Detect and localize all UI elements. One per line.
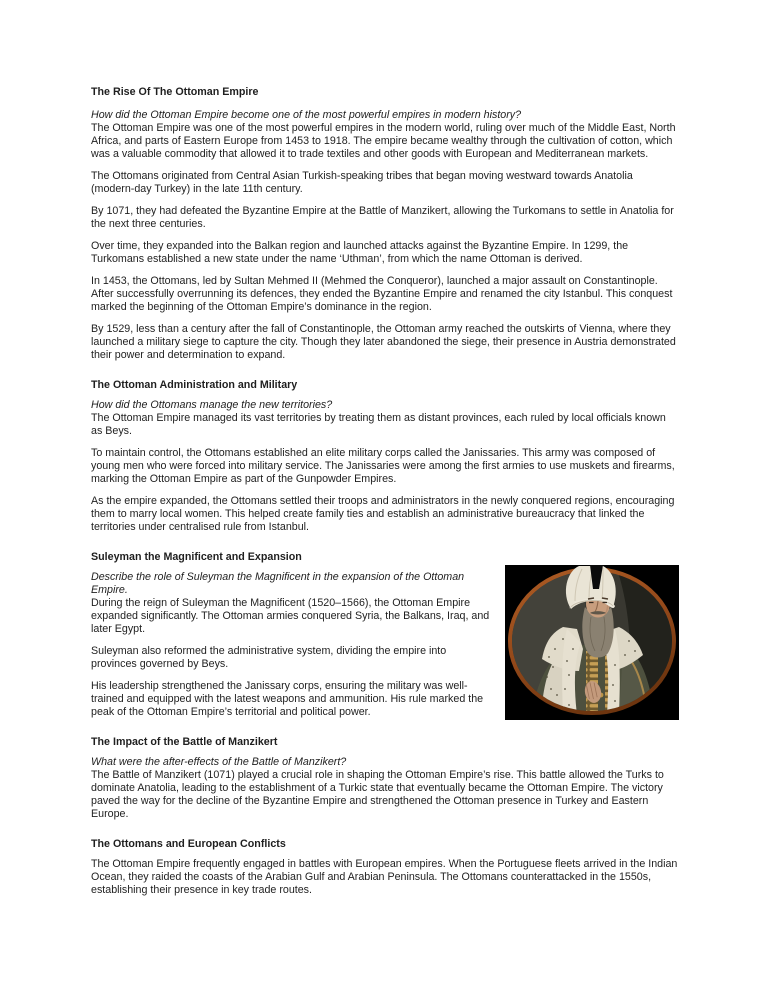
section-title: The Rise Of The Ottoman Empire xyxy=(91,86,259,98)
paragraph: The Ottoman Empire frequently engaged in battles with European empires. When the Portuguese fleets arrived in the Indian Ocean, they raided the coasts of the Arabian Gulf and Arabian Peninsula. The Ottomans counterattacked in the 1550s, establishing their presence in key trade routes. xyxy=(91,858,678,896)
section-question: How did the Ottomans manage the new territories? xyxy=(91,399,333,411)
section-suleyman-magnificent-expansion xyxy=(91,551,679,719)
section-title: The Ottoman Administration and Military xyxy=(91,379,298,391)
paragraph: In 1453, the Ottomans, led by Sultan Mehmed II (Mehmed the Conqueror), launched a major assault on Constantinople. After successfully overrunning its defences, they ended the Byzantine Empire and renamed the city Istanbul. This conquest marked the beginning of the Ottoman Empire’s dominance in the region. xyxy=(91,275,673,313)
paragraph: As the empire expanded, the Ottomans settled their troops and administrators in the newly conquered regions, encouraging them to marry local women. This helped create family ties and establish an administrative bureaucracy that linked the territories under centralised rule from Istanbul. xyxy=(91,495,675,533)
paragraph: The Battle of Manzikert (1071) played a crucial role in shaping the Ottoman Empire’s rise. This battle allowed the Turks to dominate Anatolia, leading to the establishment of a Turkic state that eventually became the Ottoman Empire. The victory paved the way for the decline of the Byzantine Empire and strengthened the Ottoman presence in Turkey and Eastern Europe. xyxy=(91,769,664,820)
section-title: The Impact of the Battle of Manzikert xyxy=(91,736,278,748)
paragraph: The Ottoman Empire managed its vast territories by treating them as distant provinces, each ruled by local officials known as Beys. xyxy=(91,412,666,437)
paragraph: To maintain control, the Ottomans established an elite military corps called the Janissaries. This army was composed of young men who were forced into military service. The Janissaries were among the first armies to use muskets and firearms, marking the Ottoman Empire as part of the Gunpowder Empires. xyxy=(91,447,675,485)
paragraph: The Ottoman Empire was one of the most powerful empires in the modern world, ruling over much of the Middle East, North Africa, and parts of Eastern Europe from 1453 to 1918. The empire became wealthy through the cultivation of cotton, which was a valuable commodity that allowed it to trade textiles and other goods with European and Mediterranean markets. xyxy=(91,122,676,160)
paragraph: During the reign of Suleyman the Magnificent (1520–1566), the Ottoman Empire expanded significantly. The Ottoman armies conquered Syria, the Balkans, Iraq, and later Egypt. xyxy=(91,597,490,635)
paragraph: The Ottomans originated from Central Asian Turkish-speaking tribes that began moving westward towards Anatolia (modern-day Turkey) in the late 11th century. xyxy=(91,170,633,195)
section-question: What were the after-effects of the Battle of Manzikert? xyxy=(91,756,347,768)
paragraph: Over time, they expanded into the Balkan region and launched attacks against the Byzantine Empire. In 1299, the Turkomans established a new state under the name ‘Uthman’, from which the name Ottoman is derived. xyxy=(91,240,629,265)
suleyman-portrait-image xyxy=(505,565,679,720)
section-question: Describe the role of Suleyman the Magnificent in the expansion of the Ottoman Empire. xyxy=(91,571,465,596)
paragraph: By 1529, less than a century after the fall of Constantinople, the Ottoman army reached the outskirts of Vienna, where they launched a military siege to capture the city. Though they later abandoned the siege, their presence in Austria demonstrated their power and determination to expand. xyxy=(91,323,676,361)
paragraph: By 1071, they had defeated the Byzantine Empire at the Battle of Manzikert, allowing the Turkomans to settle in Anatolia for the next three centuries. xyxy=(91,205,674,230)
section-impact-battle-manzikert xyxy=(91,736,679,821)
section-title: Suleyman the Magnificent and Expansion xyxy=(91,551,302,563)
suleyman-portrait-svg xyxy=(505,565,679,720)
section-ottoman-administration-military xyxy=(91,379,679,534)
section-rise-of-ottoman-empire xyxy=(91,86,679,362)
section-ottomans-european-conflicts xyxy=(91,838,679,897)
paragraph: Suleyman also reformed the administrative system, dividing the empire into provinces governed by Beys. xyxy=(91,645,447,670)
section-title: The Ottomans and European Conflicts xyxy=(91,838,286,850)
section-question: How did the Ottoman Empire become one of the most powerful empires in modern history? xyxy=(91,109,522,121)
paragraph: His leadership strengthened the Janissary corps, ensuring the military was well-trained and equipped with the latest weapons and ammunition. His rule marked the peak of the Ottoman Empire’s territorial and political power. xyxy=(91,680,484,718)
